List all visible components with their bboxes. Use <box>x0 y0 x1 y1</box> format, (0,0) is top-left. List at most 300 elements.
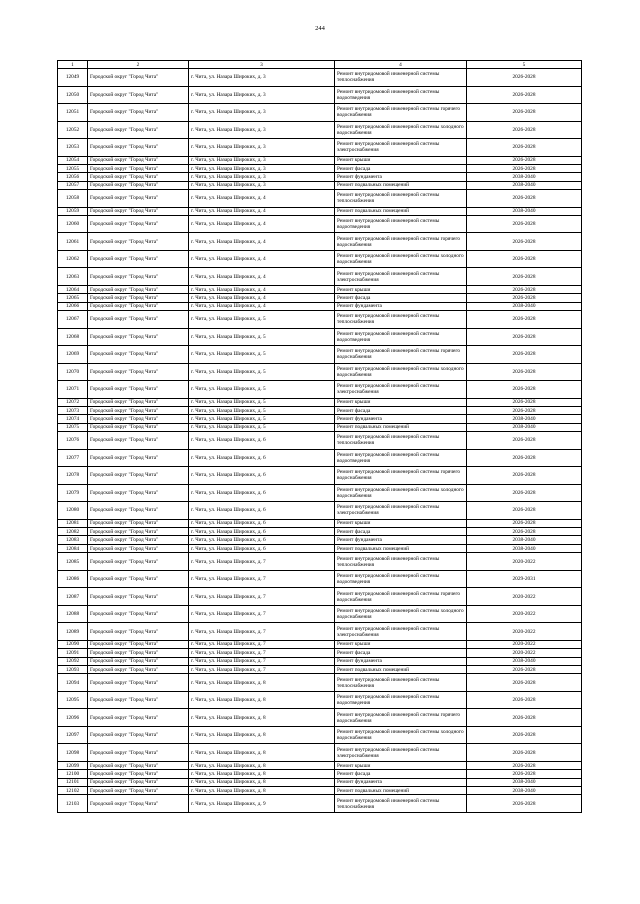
period-cell: 2038-2040 <box>467 778 582 786</box>
period-cell: 2026-2028 <box>467 761 582 769</box>
table-row <box>58 268 582 286</box>
address-cell: г. Чита, ул. Назара Широких, д. 8 <box>189 744 335 762</box>
municipality-cell: Городской округ "Город Чита" <box>88 570 189 588</box>
table-row <box>58 415 582 423</box>
address-cell: г. Чита, ул. Назара Широких, д. 4 <box>189 190 335 208</box>
row-number-cell: 12069 <box>58 346 88 364</box>
address-cell: г. Чита, ул. Назара Широких, д. 3 <box>189 156 335 164</box>
period-cell: 2026-2028 <box>467 726 582 744</box>
table-row <box>58 215 582 233</box>
period-cell: 2026-2028 <box>467 86 582 104</box>
municipality-cell: Городской округ "Город Чита" <box>88 233 189 251</box>
table-row <box>58 528 582 536</box>
address-cell: г. Чита, ул. Назара Широких, д. 6 <box>189 449 335 467</box>
capital-repair-table <box>57 60 582 813</box>
work-type-cell: Ремонт внутридомовой инженерной системы теплоснабжения <box>335 674 467 692</box>
work-type-cell: Ремонт крыши <box>335 519 467 527</box>
municipality-cell: Городской округ "Город Чита" <box>88 519 189 527</box>
row-number-cell: 12098 <box>58 744 88 762</box>
table-row <box>58 121 582 139</box>
row-number-cell: 12058 <box>58 190 88 208</box>
address-cell: г. Чита, ул. Назара Широких, д. 8 <box>189 691 335 709</box>
municipality-cell: Городской округ "Город Чита" <box>88 268 189 286</box>
work-type-cell: Ремонт подвальных помещений <box>335 181 467 189</box>
work-type-cell: Ремонт внутридомовой инженерной системы холодного водоснабжения <box>335 484 467 502</box>
work-type-cell: Ремонт крыши <box>335 285 467 293</box>
period-cell: 2038-2040 <box>467 302 582 310</box>
address-cell: г. Чита, ул. Назара Широких, д. 7 <box>189 588 335 606</box>
address-cell: г. Чита, ул. Назара Широких, д. 7 <box>189 640 335 648</box>
period-cell: 2038-2040 <box>467 423 582 431</box>
row-number-cell: 12061 <box>58 233 88 251</box>
municipality-cell: Городской округ "Город Чита" <box>88 139 189 157</box>
period-cell: 2026-2028 <box>467 104 582 122</box>
row-number-cell: 12054 <box>58 156 88 164</box>
address-cell: г. Чита, ул. Назара Широких, д. 6 <box>189 528 335 536</box>
table-row <box>58 605 582 623</box>
table-row <box>58 623 582 641</box>
row-number-cell: 12089 <box>58 623 88 641</box>
table-row <box>58 649 582 657</box>
municipality-cell: Городской округ "Город Чита" <box>88 432 189 450</box>
period-cell: 2026-2028 <box>467 770 582 778</box>
period-cell: 2038-2040 <box>467 207 582 215</box>
table-row <box>58 640 582 648</box>
municipality-cell: Городской округ "Город Чита" <box>88 311 189 329</box>
table-row <box>58 484 582 502</box>
row-number-cell: 12101 <box>58 778 88 786</box>
period-cell: 2026-2028 <box>467 311 582 329</box>
row-number-cell: 12051 <box>58 104 88 122</box>
work-type-cell: Ремонт внутридомовой инженерной системы холодного водоснабжения <box>335 726 467 744</box>
municipality-cell: Городской округ "Город Чита" <box>88 328 189 346</box>
address-cell: г. Чита, ул. Назара Широких, д. 5 <box>189 311 335 329</box>
table-row <box>58 726 582 744</box>
work-type-cell: Ремонт подвальных помещений <box>335 786 467 794</box>
table-row <box>58 502 582 520</box>
table-row <box>58 449 582 467</box>
work-type-cell: Ремонт крыши <box>335 640 467 648</box>
municipality-cell: Городской округ "Город Чита" <box>88 649 189 657</box>
row-number-cell: 12055 <box>58 164 88 172</box>
page-number: 244 <box>315 25 325 32</box>
address-cell: г. Чита, ул. Назара Широких, д. 3 <box>189 173 335 181</box>
municipality-cell: Городской округ "Город Чита" <box>88 744 189 762</box>
period-cell: 2026-2028 <box>467 665 582 673</box>
period-cell: 2026-2028 <box>467 164 582 172</box>
work-type-cell: Ремонт внутридомовой инженерной системы теплоснабжения <box>335 553 467 571</box>
address-cell: г. Чита, ул. Назара Широких, д. 5 <box>189 346 335 364</box>
address-cell: г. Чита, ул. Назара Широких, д. 6 <box>189 502 335 520</box>
work-type-cell: Ремонт внутридомовой инженерной системы горячего водоснабжения <box>335 467 467 485</box>
row-number-cell: 12062 <box>58 250 88 268</box>
municipality-cell: Городской округ "Город Чита" <box>88 294 189 302</box>
period-cell: 2026-2028 <box>467 398 582 406</box>
work-type-cell: Ремонт крыши <box>335 398 467 406</box>
address-cell: г. Чита, ул. Назара Широких, д. 4 <box>189 294 335 302</box>
table-row <box>58 786 582 794</box>
table-row <box>58 250 582 268</box>
table-row <box>58 432 582 450</box>
address-cell: г. Чита, ул. Назара Широких, д. 6 <box>189 544 335 552</box>
row-number-cell: 12073 <box>58 407 88 415</box>
work-type-cell: Ремонт внутридомовой инженерной системы электроснабжения <box>335 268 467 286</box>
row-number-cell: 12074 <box>58 415 88 423</box>
table-body <box>58 69 582 813</box>
work-type-cell: Ремонт внутридомовой инженерной системы электроснабжения <box>335 381 467 399</box>
table-row <box>58 346 582 364</box>
column-header: 3 <box>189 61 335 69</box>
municipality-cell: Городской округ "Город Чита" <box>88 502 189 520</box>
period-cell: 2020-2022 <box>467 588 582 606</box>
table-row <box>58 709 582 727</box>
municipality-cell: Городской округ "Город Чита" <box>88 726 189 744</box>
row-number-cell: 12052 <box>58 121 88 139</box>
row-number-cell: 12082 <box>58 528 88 536</box>
address-cell: г. Чита, ул. Назара Широких, д. 3 <box>189 69 335 87</box>
row-number-cell: 12078 <box>58 467 88 485</box>
period-cell: 2020-2022 <box>467 605 582 623</box>
address-cell: г. Чита, ул. Назара Широких, д. 4 <box>189 285 335 293</box>
period-cell: 2038-2040 <box>467 181 582 189</box>
work-type-cell: Ремонт внутридомовой инженерной системы теплоснабжения <box>335 432 467 450</box>
row-number-cell: 12070 <box>58 363 88 381</box>
address-cell: г. Чита, ул. Назара Широких, д. 5 <box>189 423 335 431</box>
municipality-cell: Городской округ "Город Чита" <box>88 156 189 164</box>
period-cell: 2026-2028 <box>467 268 582 286</box>
work-type-cell: Ремонт внутридомовой инженерной системы водоотведения <box>335 691 467 709</box>
address-cell: г. Чита, ул. Назара Широких, д. 6 <box>189 467 335 485</box>
period-cell: 2026-2028 <box>467 709 582 727</box>
address-cell: г. Чита, ул. Назара Широких, д. 6 <box>189 519 335 527</box>
municipality-cell: Городской округ "Город Чита" <box>88 674 189 692</box>
period-cell: 2026-2028 <box>467 502 582 520</box>
municipality-cell: Городской округ "Город Чита" <box>88 181 189 189</box>
table-row <box>58 381 582 399</box>
table-row <box>58 328 582 346</box>
work-type-cell: Ремонт внутридомовой инженерной системы теплоснабжения <box>335 311 467 329</box>
table-row <box>58 536 582 544</box>
municipality-cell: Городской округ "Город Чита" <box>88 449 189 467</box>
period-cell: 2026-2028 <box>467 484 582 502</box>
period-cell: 2026-2028 <box>467 215 582 233</box>
work-type-cell: Ремонт внутридомовой инженерной системы холодного водоснабжения <box>335 605 467 623</box>
work-type-cell: Ремонт фасада <box>335 407 467 415</box>
address-cell: г. Чита, ул. Назара Широких, д. 7 <box>189 623 335 641</box>
period-cell: 2026-2028 <box>467 190 582 208</box>
row-number-cell: 12097 <box>58 726 88 744</box>
work-type-cell: Ремонт внутридомовой инженерной системы теплоснабжения <box>335 795 467 813</box>
table-row <box>58 363 582 381</box>
row-number-cell: 12075 <box>58 423 88 431</box>
address-cell: г. Чита, ул. Назара Широких, д. 7 <box>189 570 335 588</box>
municipality-cell: Городской округ "Город Чита" <box>88 346 189 364</box>
row-number-cell: 12083 <box>58 536 88 544</box>
municipality-cell: Городской округ "Город Чита" <box>88 665 189 673</box>
work-type-cell: Ремонт внутридомовой инженерной системы электроснабжения <box>335 139 467 157</box>
table-row <box>58 173 582 181</box>
table-row <box>58 778 582 786</box>
municipality-cell: Городской округ "Город Чита" <box>88 605 189 623</box>
row-number-cell: 12084 <box>58 544 88 552</box>
period-cell: 2026-2028 <box>467 250 582 268</box>
address-cell: г. Чита, ул. Назара Широких, д. 6 <box>189 432 335 450</box>
row-number-cell: 12049 <box>58 69 88 87</box>
work-type-cell: Ремонт крыши <box>335 156 467 164</box>
work-type-cell: Ремонт внутридомовой инженерной системы электроснабжения <box>335 502 467 520</box>
row-number-cell: 12086 <box>58 570 88 588</box>
row-number-cell: 12102 <box>58 786 88 794</box>
municipality-cell: Городской округ "Город Чита" <box>88 164 189 172</box>
table-row <box>58 139 582 157</box>
address-cell: г. Чита, ул. Назара Широких, д. 8 <box>189 778 335 786</box>
work-type-cell: Ремонт внутридомовой инженерной системы водоотведения <box>335 570 467 588</box>
period-cell: 2026-2028 <box>467 363 582 381</box>
table-row <box>58 519 582 527</box>
municipality-cell: Городской округ "Город Чита" <box>88 363 189 381</box>
address-cell: г. Чита, ул. Назара Широких, д. 9 <box>189 795 335 813</box>
address-cell: г. Чита, ул. Назара Широких, д. 3 <box>189 86 335 104</box>
period-cell: 2026-2028 <box>467 139 582 157</box>
address-cell: г. Чита, ул. Назара Широких, д. 3 <box>189 121 335 139</box>
address-cell: г. Чита, ул. Назара Широких, д. 5 <box>189 407 335 415</box>
period-cell: 2026-2028 <box>467 795 582 813</box>
municipality-cell: Городской округ "Город Чита" <box>88 121 189 139</box>
period-cell: 2020-2022 <box>467 553 582 571</box>
period-cell: 2026-2028 <box>467 233 582 251</box>
table-row <box>58 311 582 329</box>
municipality-cell: Городской округ "Город Чита" <box>88 657 189 665</box>
work-type-cell: Ремонт внутридомовой инженерной системы горячего водоснабжения <box>335 233 467 251</box>
table-row <box>58 181 582 189</box>
address-cell: г. Чита, ул. Назара Широких, д. 8 <box>189 786 335 794</box>
period-cell: 2026-2028 <box>467 328 582 346</box>
address-cell: г. Чита, ул. Назара Широких, д. 4 <box>189 250 335 268</box>
municipality-cell: Городской округ "Город Чита" <box>88 778 189 786</box>
table-row <box>58 156 582 164</box>
period-cell: 2026-2028 <box>467 294 582 302</box>
period-cell: 2020-2022 <box>467 640 582 648</box>
work-type-cell: Ремонт фундамента <box>335 536 467 544</box>
work-type-cell: Ремонт фундамента <box>335 415 467 423</box>
address-cell: г. Чита, ул. Назара Широких, д. 8 <box>189 726 335 744</box>
row-number-cell: 12085 <box>58 553 88 571</box>
work-type-cell: Ремонт фасада <box>335 294 467 302</box>
address-cell: г. Чита, ул. Назара Широких, д. 3 <box>189 104 335 122</box>
municipality-cell: Городской округ "Город Чита" <box>88 86 189 104</box>
work-type-cell: Ремонт внутридомовой инженерной системы водоотведения <box>335 215 467 233</box>
municipality-cell: Городской округ "Город Чита" <box>88 207 189 215</box>
table-row <box>58 570 582 588</box>
work-type-cell: Ремонт внутридомовой инженерной системы электроснабжения <box>335 623 467 641</box>
municipality-cell: Городской округ "Город Чита" <box>88 190 189 208</box>
municipality-cell: Городской округ "Город Чита" <box>88 285 189 293</box>
period-cell: 2026-2028 <box>467 674 582 692</box>
work-type-cell: Ремонт внутридомовой инженерной системы теплоснабжения <box>335 69 467 87</box>
work-type-cell: Ремонт фундамента <box>335 173 467 181</box>
address-cell: г. Чита, ул. Назара Широких, д. 5 <box>189 363 335 381</box>
table-row <box>58 665 582 673</box>
table-row <box>58 657 582 665</box>
table-row <box>58 69 582 87</box>
row-number-cell: 12080 <box>58 502 88 520</box>
row-number-cell: 12081 <box>58 519 88 527</box>
municipality-cell: Городской округ "Город Чита" <box>88 173 189 181</box>
period-cell: 2026-2028 <box>467 69 582 87</box>
row-number-cell: 12095 <box>58 691 88 709</box>
municipality-cell: Городской округ "Город Чита" <box>88 467 189 485</box>
address-cell: г. Чита, ул. Назара Широких, д. 7 <box>189 657 335 665</box>
address-cell: г. Чита, ул. Назара Широких, д. 3 <box>189 139 335 157</box>
table-row <box>58 164 582 172</box>
address-cell: г. Чита, ул. Назара Широких, д. 3 <box>189 181 335 189</box>
work-type-cell: Ремонт внутридомовой инженерной системы холодного водоснабжения <box>335 363 467 381</box>
municipality-cell: Городской округ "Город Чита" <box>88 691 189 709</box>
municipality-cell: Городской округ "Город Чита" <box>88 544 189 552</box>
municipality-cell: Городской округ "Город Чита" <box>88 398 189 406</box>
table-row <box>58 207 582 215</box>
municipality-cell: Городской округ "Город Чита" <box>88 709 189 727</box>
work-type-cell: Ремонт внутридомовой инженерной системы горячего водоснабжения <box>335 588 467 606</box>
table-row <box>58 190 582 208</box>
municipality-cell: Городской округ "Город Чита" <box>88 104 189 122</box>
period-cell: 2026-2028 <box>467 432 582 450</box>
work-type-cell: Ремонт фундамента <box>335 302 467 310</box>
period-cell: 2026-2028 <box>467 381 582 399</box>
work-type-cell: Ремонт фасада <box>335 164 467 172</box>
work-type-cell: Ремонт внутридомовой инженерной системы водоотведения <box>335 86 467 104</box>
municipality-cell: Городской округ "Город Чита" <box>88 407 189 415</box>
municipality-cell: Городской округ "Город Чита" <box>88 528 189 536</box>
work-type-cell: Ремонт внутридомовой инженерной системы горячего водоснабжения <box>335 709 467 727</box>
row-number-cell: 12099 <box>58 761 88 769</box>
column-header: 1 <box>58 61 88 69</box>
period-cell: 2026-2028 <box>467 121 582 139</box>
period-cell: 2029-2031 <box>467 570 582 588</box>
municipality-cell: Городской округ "Город Чита" <box>88 640 189 648</box>
address-cell: г. Чита, ул. Назара Широких, д. 4 <box>189 215 335 233</box>
period-cell: 2038-2040 <box>467 544 582 552</box>
address-cell: г. Чита, ул. Назара Широких, д. 7 <box>189 665 335 673</box>
column-header: 4 <box>335 61 467 69</box>
work-type-cell: Ремонт внутридомовой инженерной системы теплоснабжения <box>335 190 467 208</box>
work-type-cell: Ремонт внутридомовой инженерной системы горячего водоснабжения <box>335 346 467 364</box>
address-cell: г. Чита, ул. Назара Широких, д. 5 <box>189 398 335 406</box>
municipality-cell: Городской округ "Город Чита" <box>88 795 189 813</box>
work-type-cell: Ремонт подвальных помещений <box>335 207 467 215</box>
table-row <box>58 770 582 778</box>
municipality-cell: Городской округ "Город Чита" <box>88 302 189 310</box>
row-number-cell: 12071 <box>58 381 88 399</box>
municipality-cell: Городской округ "Город Чита" <box>88 215 189 233</box>
table-row <box>58 407 582 415</box>
column-number-row <box>58 61 582 69</box>
address-cell: г. Чита, ул. Назара Широких, д. 5 <box>189 415 335 423</box>
address-cell: г. Чита, ул. Назара Широких, д. 7 <box>189 553 335 571</box>
table-row <box>58 674 582 692</box>
municipality-cell: Городской округ "Город Чита" <box>88 536 189 544</box>
period-cell: 2026-2028 <box>467 346 582 364</box>
row-number-cell: 12094 <box>58 674 88 692</box>
table-row <box>58 544 582 552</box>
table-row <box>58 795 582 813</box>
period-cell: 2026-2028 <box>467 528 582 536</box>
municipality-cell: Городской округ "Город Чита" <box>88 761 189 769</box>
row-number-cell: 12065 <box>58 294 88 302</box>
row-number-cell: 12059 <box>58 207 88 215</box>
period-cell: 2026-2028 <box>467 449 582 467</box>
address-cell: г. Чита, ул. Назара Широких, д. 8 <box>189 674 335 692</box>
address-cell: г. Чита, ул. Назара Широких, д. 8 <box>189 761 335 769</box>
row-number-cell: 12092 <box>58 657 88 665</box>
row-number-cell: 12067 <box>58 311 88 329</box>
row-number-cell: 12090 <box>58 640 88 648</box>
work-type-cell: Ремонт внутридомовой инженерной системы водоотведения <box>335 449 467 467</box>
work-type-cell: Ремонт внутридомовой инженерной системы водоотведения <box>335 328 467 346</box>
address-cell: г. Чита, ул. Назара Широких, д. 4 <box>189 302 335 310</box>
row-number-cell: 12060 <box>58 215 88 233</box>
row-number-cell: 12103 <box>58 795 88 813</box>
row-number-cell: 12087 <box>58 588 88 606</box>
address-cell: г. Чита, ул. Назара Широких, д. 3 <box>189 164 335 172</box>
row-number-cell: 12068 <box>58 328 88 346</box>
table-row <box>58 467 582 485</box>
period-cell: 2038-2040 <box>467 786 582 794</box>
table-row <box>58 691 582 709</box>
table-row <box>58 553 582 571</box>
address-cell: г. Чита, ул. Назара Широких, д. 7 <box>189 649 335 657</box>
table-row <box>58 302 582 310</box>
address-cell: г. Чита, ул. Назара Широких, д. 4 <box>189 268 335 286</box>
table-row <box>58 744 582 762</box>
municipality-cell: Городской округ "Город Чита" <box>88 623 189 641</box>
period-cell: 2038-2040 <box>467 536 582 544</box>
row-number-cell: 12077 <box>58 449 88 467</box>
row-number-cell: 12056 <box>58 173 88 181</box>
row-number-cell: 12053 <box>58 139 88 157</box>
row-number-cell: 12064 <box>58 285 88 293</box>
period-cell: 2026-2028 <box>467 467 582 485</box>
table-row <box>58 398 582 406</box>
municipality-cell: Городской округ "Город Чита" <box>88 786 189 794</box>
work-type-cell: Ремонт фасада <box>335 649 467 657</box>
column-header: 2 <box>88 61 189 69</box>
period-cell: 2038-2040 <box>467 657 582 665</box>
row-number-cell: 12100 <box>58 770 88 778</box>
table-row <box>58 588 582 606</box>
municipality-cell: Городской округ "Город Чита" <box>88 69 189 87</box>
address-cell: г. Чита, ул. Назара Широких, д. 4 <box>189 233 335 251</box>
table-row <box>58 761 582 769</box>
row-number-cell: 12050 <box>58 86 88 104</box>
period-cell: 2026-2028 <box>467 744 582 762</box>
address-cell: г. Чита, ул. Назара Широких, д. 7 <box>189 605 335 623</box>
table-row <box>58 86 582 104</box>
table-row <box>58 294 582 302</box>
work-type-cell: Ремонт фундамента <box>335 778 467 786</box>
work-type-cell: Ремонт внутридомовой инженерной системы холодного водоснабжения <box>335 250 467 268</box>
municipality-cell: Городской округ "Город Чита" <box>88 423 189 431</box>
municipality-cell: Городской округ "Город Чита" <box>88 415 189 423</box>
address-cell: г. Чита, ул. Назара Широких, д. 8 <box>189 709 335 727</box>
table-row <box>58 104 582 122</box>
row-number-cell: 12093 <box>58 665 88 673</box>
table-row <box>58 233 582 251</box>
address-cell: г. Чита, ул. Назара Широких, д. 8 <box>189 770 335 778</box>
period-cell: 2026-2028 <box>467 285 582 293</box>
row-number-cell: 12057 <box>58 181 88 189</box>
address-cell: г. Чита, ул. Назара Широких, д. 6 <box>189 484 335 502</box>
